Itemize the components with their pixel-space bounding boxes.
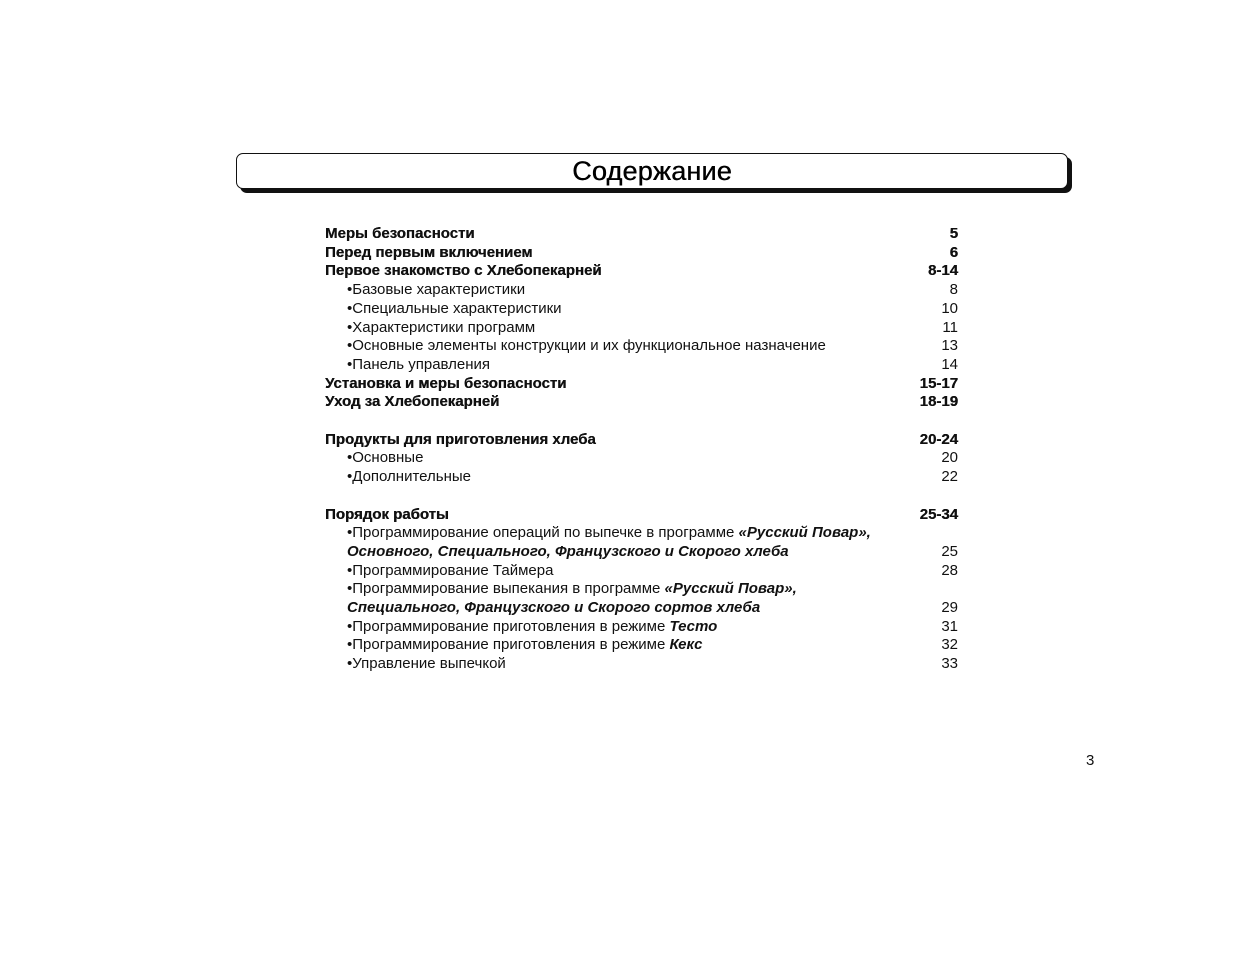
toc-entry-page: 10 [941,299,958,317]
table-of-contents [325,225,958,674]
toc-entry-label: •Панель управления [347,355,491,373]
toc-entry-text: •Программирование приготовления в режиме [347,636,670,654]
toc-subentry-elements[interactable] [325,337,958,356]
toc-entry-label: Порядок работы [325,505,449,523]
toc-entry-page: 31 [941,617,958,635]
toc-entry-label: •Базовые характеристики [347,281,526,299]
toc-entry-installation[interactable] [325,375,958,394]
toc-entry-ingredients[interactable] [325,431,958,450]
toc-entry-label: •Специальные характеристики [347,299,562,317]
toc-entry-label: Перед первым включением [325,243,533,261]
toc-entry-page: 11 [942,318,958,336]
title-box [236,153,1068,189]
toc-subentry-extra-ingredients[interactable] [325,468,958,487]
page-title: Содержание [572,155,732,186]
toc-entry-label [325,636,702,655]
toc-subentry-basic[interactable] [325,281,958,300]
toc-entry-label [325,618,717,637]
toc-entry-page: 14 [941,355,958,373]
toc-entry-text: •Программирование выпекания в программе [347,580,665,598]
toc-entry-label: •Основные элементы конструкции и их функциональное назначение [347,337,826,355]
toc-entry-safety[interactable] [325,225,958,244]
toc-entry-label: Уход за Хлебопекарней [325,393,500,411]
toc-entry-page: 13 [941,337,958,355]
toc-entry-label: •Основные [347,449,424,467]
toc-entry-page: 32 [941,636,958,654]
toc-entry-page: 8 [949,281,958,299]
toc-entry-text: •Программирование приготовления в режиме [347,617,670,635]
toc-entry-page: 5 [949,225,958,242]
toc-entry-page: 25 [941,542,958,560]
toc-entry-page: 18-19 [919,393,958,411]
toc-subentry-programs[interactable] [325,319,958,338]
toc-subentry-baking-programming[interactable] [325,580,958,617]
toc-subentry-main-ingredients[interactable] [325,449,958,468]
toc-subentry-dough[interactable] [325,618,958,637]
toc-entry-label: •Дополнительные [347,468,471,486]
page-number: 3 [1086,752,1095,769]
toc-subentry-panel[interactable] [325,356,958,375]
toc-entry-emphasis: Тесто [669,617,718,635]
toc-entry-label [325,580,887,617]
toc-entry-before-first-use[interactable] [325,244,958,263]
toc-entry-page: 15-17 [919,374,958,392]
toc-entry-page: 28 [941,561,958,579]
toc-entry-intro[interactable] [325,262,958,281]
toc-entry-label: •Программирование Таймера [347,561,554,579]
toc-entry-label: Продукты для приготовления хлеба [325,430,596,448]
toc-subentry-special[interactable] [325,300,958,319]
toc-entry-label: Первое знакомство с Хлебопекарней [325,262,602,280]
toc-entry-page: 6 [949,243,958,261]
toc-entry-label: Установка и меры безопасности [325,374,567,392]
toc-subentry-control[interactable] [325,655,958,674]
toc-entry-text: •Программирование операций по выпечке в программе [347,524,739,542]
toc-entry-page: 25-34 [919,505,958,523]
toc-entry-emphasis: Кекс [669,636,703,654]
toc-entry-emphasis: «Русский Повар», Специального, Французского и Скорого сортов хлеба [347,580,797,617]
toc-entry-page: 20-24 [919,430,958,448]
toc-entry-label [325,524,887,561]
toc-entry-page: 22 [941,468,958,486]
toc-entry-page: 33 [941,655,958,673]
toc-entry-label: •Управление выпечкой [347,655,506,673]
toc-entry-page: 20 [941,449,958,467]
toc-subentry-bake-programming[interactable] [325,524,958,561]
toc-entry-page: 29 [941,599,958,617]
toc-entry-page: 8-14 [927,262,958,280]
toc-subentry-timer[interactable] [325,562,958,581]
toc-entry-procedure[interactable] [325,506,958,525]
toc-entry-care[interactable] [325,393,958,412]
toc-entry-label: •Характеристики программ [347,318,536,336]
toc-subentry-cake[interactable] [325,636,958,655]
toc-entry-label: Меры безопасности [325,225,475,242]
toc-entry-emphasis: «Русский Повар», Основного, Специального, Французского и Скорого хлеба [347,524,871,560]
